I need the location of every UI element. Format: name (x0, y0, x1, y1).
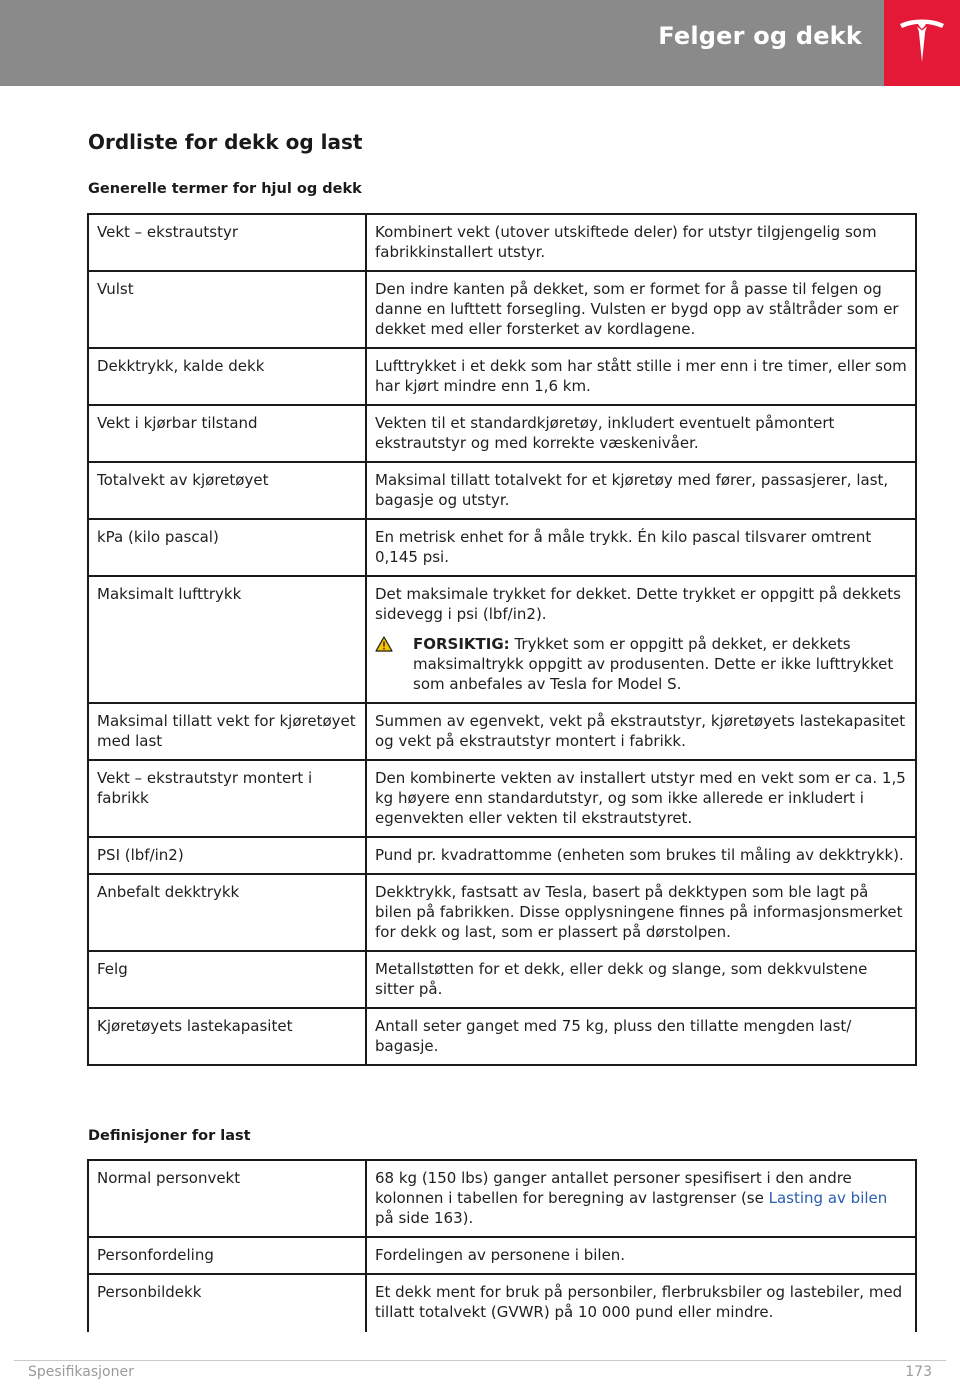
definition-cell: Fordelingen av personene i bilen. (366, 1237, 916, 1274)
table-row (88, 271, 916, 348)
definition-cell (366, 576, 916, 703)
table-row (88, 462, 916, 519)
footer-section: Spesifikasjoner (28, 1364, 134, 1380)
term-cell: Normal personvekt (88, 1160, 366, 1237)
term-cell: Personbildekk (88, 1274, 366, 1332)
definition-text: 68 kg (150 lbs) ganger antallet personer spesifisert i den andre kolonnen i tabellen for beregning av lastgrenser (se (375, 1169, 852, 1207)
term-cell: PSI (lbf/in2) (88, 837, 366, 874)
definition-cell: Den indre kanten på dekket, som er formet for å passe til felgen og danne en lufttett forsegling. Vulsten er bygd opp av ståltråder som er dekket med eller forsterket av kordlagene. (366, 271, 916, 348)
definition-cell: Antall seter ganget med 75 kg, pluss den tillatte mengden last/ bagasje. (366, 1008, 916, 1065)
term-cell: Kjøretøyets lastekapasitet (88, 1008, 366, 1065)
cross-reference-link[interactable]: Lasting av bilen (768, 1189, 888, 1207)
definition-cell: Pund pr. kvadrattomme (enheten som brukes til måling av dekktrykk). (366, 837, 916, 874)
table-row (88, 214, 916, 271)
definition-cell: Summen av egenvekt, vekt på ekstrautstyr, kjøretøyets lastekapasitet og vekt på ekstrautstyr montert i fabrikk. (366, 703, 916, 760)
section-heading-general: Generelle termer for hjul og dekk (88, 181, 362, 197)
table-row (88, 874, 916, 951)
definition-cell: Den kombinerte vekten av installert utstyr med en vekt som er ca. 1,5 kg høyere enn standardutstyr, og som ikke allerede er inkludert i egenvekten eller vekten til ekstrautstyret. (366, 760, 916, 837)
definition-cell: Kombinert vekt (utover utskiftede deler) for utstyr tilgjengelig som fabrikkinstallert utstyr. (366, 214, 916, 271)
table-row (88, 1237, 916, 1274)
table-row (88, 1008, 916, 1065)
table-row (88, 951, 916, 1008)
term-cell: Maksimal tillatt vekt for kjøretøyet med last (88, 703, 366, 760)
term-cell: Vekt – ekstrautstyr (88, 214, 366, 271)
table-row (88, 576, 916, 703)
tesla-logo-icon (898, 16, 946, 68)
table-row (88, 1274, 916, 1332)
term-cell: Felg (88, 951, 366, 1008)
caution-label: FORSIKTIG: (413, 635, 510, 653)
section-heading-load: Definisjoner for last (88, 1128, 251, 1144)
term-cell: Maksimalt lufttrykk (88, 576, 366, 703)
definition-cell: Lufttrykket i et dekk som har stått stille i mer enn i tre timer, eller som har kjørt mindre enn 1,6 km. (366, 348, 916, 405)
term-cell: kPa (kilo pascal) (88, 519, 366, 576)
table-row (88, 760, 916, 837)
term-cell: Vekt – ekstrautstyr montert i fabrikk (88, 760, 366, 837)
term-cell: Vulst (88, 271, 366, 348)
header-bar (0, 0, 884, 86)
term-cell: Dekktrykk, kalde dekk (88, 348, 366, 405)
page-title: Ordliste for dekk og last (88, 130, 363, 154)
term-cell: Vekt i kjørbar tilstand (88, 405, 366, 462)
definition-text-tail: på side 163). (375, 1209, 474, 1227)
table-row (88, 837, 916, 874)
page-number: 173 (905, 1364, 932, 1380)
chapter-title: Felger og dekk (658, 22, 862, 50)
definition-text: Det maksimale trykket for dekket. Dette trykket er oppgitt på dekkets sidevegg i psi (lbf/in2). (375, 585, 901, 623)
definition-cell: Dekktrykk, fastsatt av Tesla, basert på dekktypen som ble lagt på bilen på fabrikken. Disse opplysningene finnes på informasjonsmerket for dekk og last, som er plassert på dørstolpen. (366, 874, 916, 951)
caution-body: Trykket som er oppgitt på dekket, er dekkets maksimaltrykk oppgitt av produsenten. Dette er ikke lufttrykket som anbefales av Tesla for Model S. (413, 635, 894, 693)
definition-cell: En metrisk enhet for å måle trykk. Én kilo pascal tilsvarer omtrent 0,145 psi. (366, 519, 916, 576)
term-cell: Totalvekt av kjøretøyet (88, 462, 366, 519)
table-row (88, 1160, 916, 1237)
caution-text (413, 634, 907, 694)
table-row (88, 519, 916, 576)
table-row (88, 703, 916, 760)
term-cell: Anbefalt dekktrykk (88, 874, 366, 951)
table-row (88, 348, 916, 405)
tesla-logo (884, 0, 960, 86)
footer-divider (14, 1360, 946, 1361)
term-cell: Personfordeling (88, 1237, 366, 1274)
general-terms-table (87, 213, 917, 1066)
definition-cell: Vekten til et standardkjøretøy, inkludert eventuelt påmontert ekstrautstyr og med korrekte væskenivåer. (366, 405, 916, 462)
definition-cell: Maksimal tillatt totalvekt for et kjøretøy med fører, passasjerer, last, bagasje og utstyr. (366, 462, 916, 519)
caution-note (375, 634, 907, 694)
definition-cell: Et dekk ment for bruk på personbiler, flerbruksbiler og lastebiler, med tillatt totalvekt (GVWR) på 10 000 pund eller mindre. (366, 1274, 916, 1332)
definition-cell: Metallstøtten for et dekk, eller dekk og slange, som dekkvulstene sitter på. (366, 951, 916, 1008)
warning-triangle-icon (375, 634, 413, 694)
table-row (88, 405, 916, 462)
load-definitions-table (87, 1159, 917, 1332)
definition-cell (366, 1160, 916, 1237)
